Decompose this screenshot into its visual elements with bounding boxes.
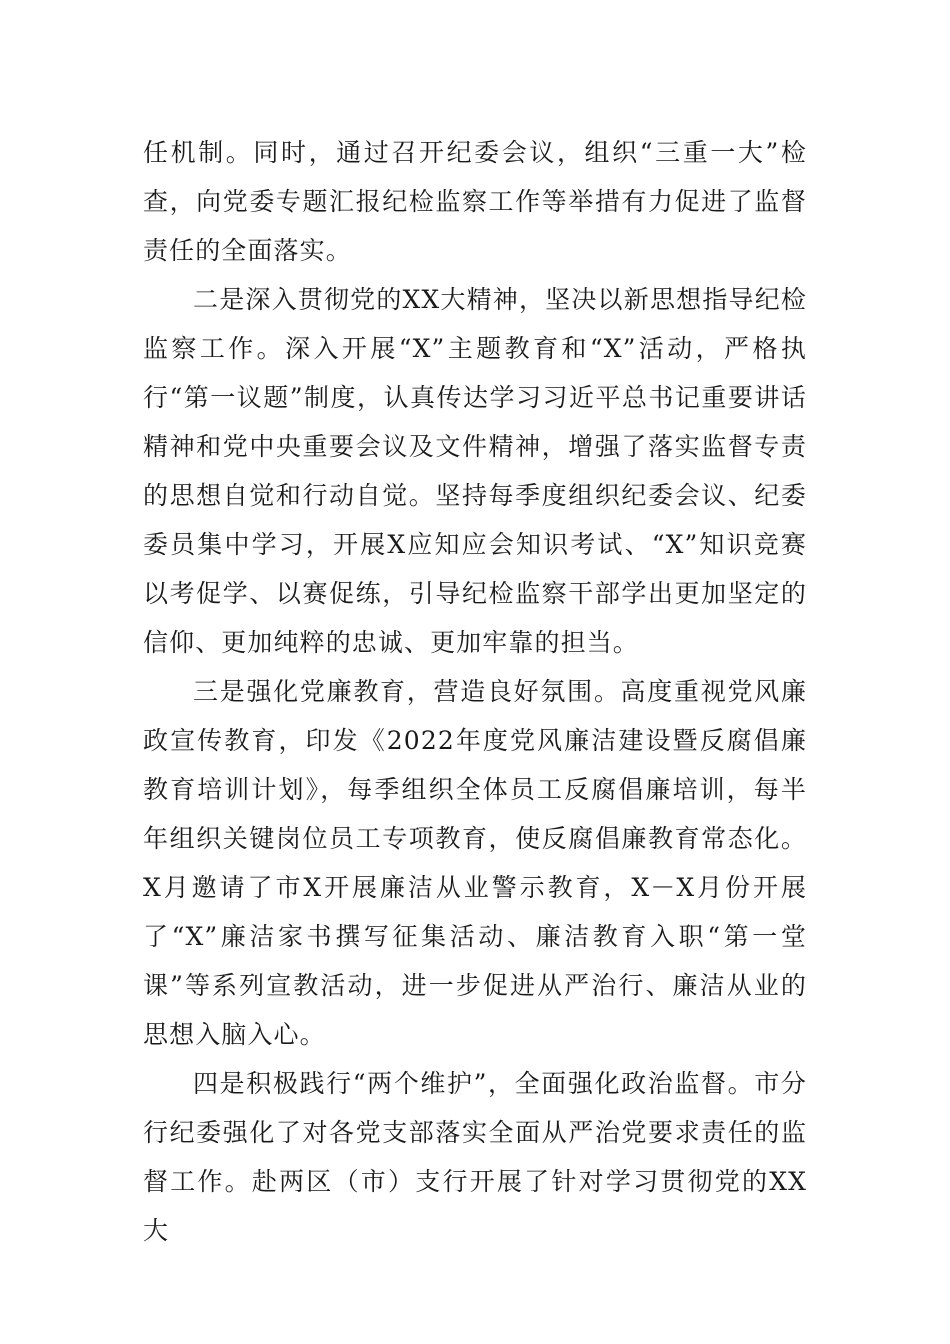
paragraph-continuation: 任机制。同时，通过召开纪委会议，组织“三重一大”检查，向党委专题汇报纪检监察工作等举措有力促进了监督责任的全面落实。 <box>143 138 807 265</box>
document-body <box>143 128 807 1255</box>
paragraph-point-two: 二是深入贯彻党的XX大精神，坚决以新思想指导纪检监察工作。深入开展“X”主题教育和“X”活动，严格执行“第一议题”制度，认真传达学习习近平总书记重要讲话精神和党中央重要会议及文件精神，增强了落实监督专责的思想自觉和行动自觉。坚持每季度组织纪委会议、纪委委员集中学习，开展X应知应会知识考试、“X”知识竞赛以考促学、以赛促练，引导纪检监察干部学出更加坚定的信仰、更加纯粹的忠诚、更加牢靠的担当。 <box>143 285 807 657</box>
paragraph-point-three: 三是强化党廉教育，营造良好氛围。高度重视党风廉政宣传教育，印发《2022年度党风廉洁建设暨反腐倡廉教育培训计划》，每季组织全体员工反腐倡廉培训，每半年组织关键岗位员工专项教育，使反腐倡廉教育常态化。X月邀请了市X开展廉洁从业警示教育，X－X月份开展了“X”廉洁家书撰写征集活动、廉洁教育入职“第一堂课”等系列宣教活动，进一步促进从严治行、廉洁从业的思想入脑入心。 <box>143 677 807 1049</box>
paragraph-point-four: 四是积极践行“两个维护”，全面强化政治监督。市分行纪委强化了对各党支部落实全面从严治党要求责任的监督工作。赴两区（市）支行开展了针对学习贯彻党的XX大 <box>143 1069 807 1245</box>
